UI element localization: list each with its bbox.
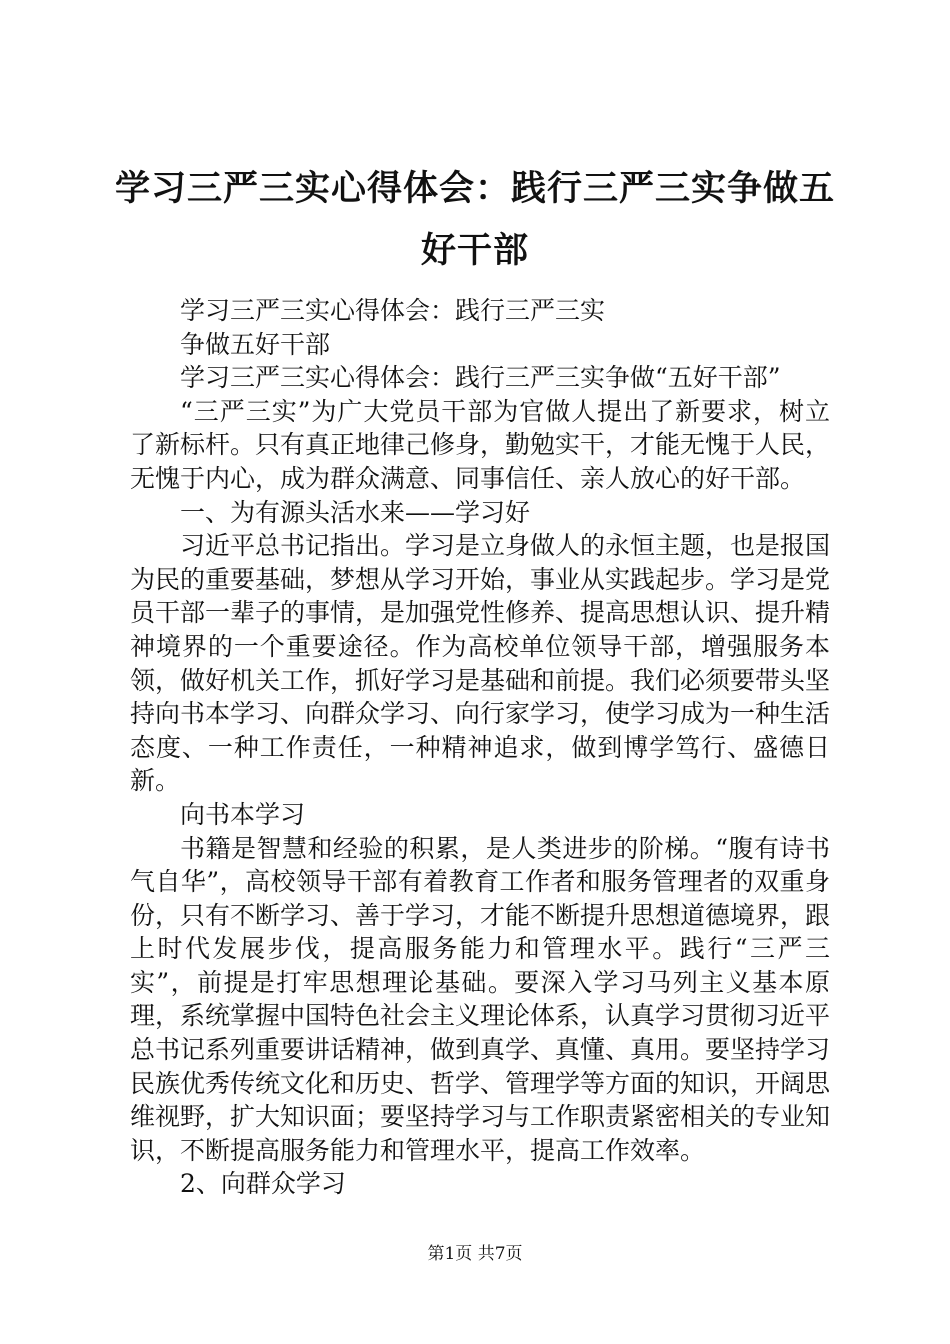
body-paragraph-1: 习近平总书记指出。学习是立身做人的永恒主题，也是报国为民的重要基础，梦想从学习开始，事业从实践起步。学习是党员干部一辈子的事情，是加强党性修养、提高思想认识、提升精神境界的一个重要途径。作为高校单位领导干部，增强服务本领，做好机关工作，抓好学习是基础和前提。我们必须要带头坚持向书本学习、向群众学习、向行家学习，使学习成为一种生活态度、一种工作责任，一种精神追求，做到博学笃行、盛德日新。 [130,531,831,796]
page-number: 第1页 共7页 [427,1244,523,1264]
document-title: 学习三严三实心得体会：践行三严三实争做五好干部 [114,169,835,271]
subtitle-line-1: 学习三严三实心得体会：践行三严三实 [180,296,606,325]
subtitle-line-2: 争做五好干部 [180,329,331,359]
document-body [130,294,830,1201]
section-heading-1: 一、为有源头活水来——学习好 [180,497,531,527]
sub-heading-masses-learning: 2、向群众学习 [180,1169,346,1199]
subtitle-line-3: 学习三严三实心得体会：践行三严三实争做“五好干部” [180,363,781,393]
intro-paragraph: “三严三实”为广大党员干部为官做人提出了新要求，树立了新标杆。只有真正地律己修身，勤勉实干，才能无愧于人民，无愧于内心，成为群众满意、同事信任、亲人放心的好干部。 [130,396,831,493]
sub-heading-book-learning: 向书本学习 [180,799,306,829]
body-paragraph-2: 书籍是智慧和经验的积累，是人类进步的阶梯。“腹有诗书气自华”，高校领导干部有着教育工作者和服务管理者的双重身份，只有不断学习、善于学习，才能不断提升思想道德境界，跟上时代发展步伐，提高服务能力和管理水平。践行“三严三实”，前提是打牢思想理论基础。要深入学习马列主义基本原理，系统掌握中国特色社会主义理论体系，认真学习贯彻习近平总书记系列重要讲话精神，做到真学、真懂、真用。要坚持学习民族优秀传统文化和历史、哲学、管理学等方面的知识，开阔思维视野，扩大知识面；要坚持学习与工作职责紧密相关的专业知识，不断提高服务能力和管理水平，提高工作效率。 [130,833,831,1165]
